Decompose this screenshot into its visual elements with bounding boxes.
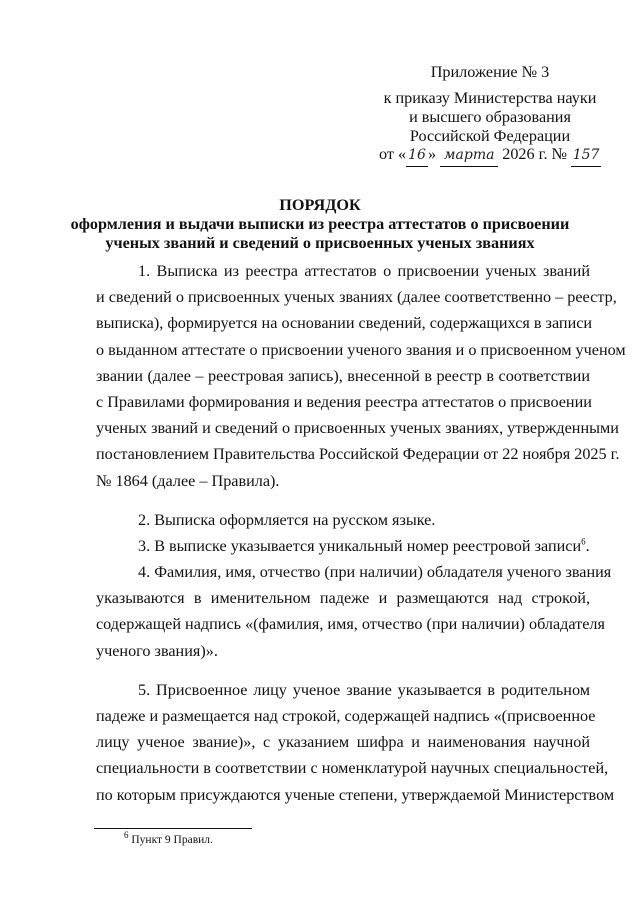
paragraph-line: ученых званий и сведений о присвоенных ученых званиях, утвержденными bbox=[96, 419, 619, 438]
paragraph-line: содержащей надпись «(фамилия, имя, отчество (при наличии) обладателя bbox=[96, 615, 605, 634]
handwritten-number: 157 bbox=[571, 145, 601, 167]
paragraph-line: с Правилами формирования и ведения реестра аттестатов о присвоении bbox=[96, 392, 592, 411]
paragraph-line: 5. Присвоенное лицу ученое звание указывается в родительном bbox=[138, 680, 590, 699]
paragraph-gap bbox=[96, 494, 590, 507]
document-subtitle-1: оформления и выдачи выписки из реестра аттестатов о присвоении bbox=[70, 215, 570, 233]
document-subtitle-2: ученых званий и сведений о присвоенных ученых званиях bbox=[105, 234, 535, 252]
paragraph-line: 2. Выписка оформляется на русском языке. bbox=[138, 510, 436, 529]
paragraph-4 bbox=[96, 559, 612, 664]
handwritten-day: 16 bbox=[406, 145, 428, 167]
footnote-text: Пункт 9 Правил. bbox=[131, 834, 213, 846]
date-mid: » bbox=[428, 145, 437, 163]
document-title: ПОРЯДОК bbox=[279, 196, 361, 214]
order-reference-line-1: к приказу Министерства науки bbox=[383, 89, 597, 107]
date-prefix: от « bbox=[378, 145, 407, 163]
paragraph-line: и сведений о присвоенных ученых званиях (далее соответственно – реестр, bbox=[96, 288, 617, 307]
paragraph-1 bbox=[96, 258, 626, 494]
paragraph-line: по которым присуждаются ученые степени, утверждаемой Министерством bbox=[96, 785, 615, 804]
footnote-divider bbox=[94, 828, 252, 829]
paragraph-line: ученого звания)». bbox=[96, 641, 218, 660]
paragraph-line: 4. Фамилия, имя, отчество (при наличии) обладателя ученого звания bbox=[138, 563, 612, 582]
paragraph-5 bbox=[96, 677, 615, 808]
order-reference-line-3: Российской Федерации bbox=[409, 127, 571, 145]
footnote bbox=[124, 830, 213, 846]
paragraph-3 bbox=[96, 533, 590, 559]
paragraph-line: звании (далее – реестровая запись), внесенной в реестр в соответствии bbox=[96, 366, 590, 385]
document-body bbox=[96, 258, 626, 808]
order-date-line bbox=[360, 144, 620, 167]
order-reference-line-2: и высшего образования bbox=[409, 108, 571, 126]
paragraph-line: выписка), формируется на основании сведений, содержащихся в записи bbox=[96, 314, 593, 333]
appendix-label: Приложение № 3 bbox=[430, 63, 550, 81]
paragraph-gap bbox=[96, 664, 590, 677]
paragraph-line: специальности в соответствии с номенклатурой научных специальностей, bbox=[96, 759, 609, 778]
paragraph-line: лицу ученое звание)», с указанием шифра и наименования научной bbox=[96, 733, 590, 752]
footnote-reference: 6 bbox=[581, 536, 586, 547]
paragraph-line: 3. В выписке указывается уникальный номер реестровой записи$^6$. bbox=[138, 536, 590, 555]
paragraph-2 bbox=[96, 507, 590, 533]
footnote-mark: 6 bbox=[124, 830, 129, 841]
date-year: 2026 г. № bbox=[502, 145, 568, 163]
paragraph-line: указываются в именительном падеже и размещаются над строкой, bbox=[96, 589, 590, 608]
paragraph-line: постановлением Правительства Российской Федерации от 22 ноября 2025 г. bbox=[96, 445, 620, 464]
paragraph-line: № 1864 (далее – Правила). bbox=[96, 471, 280, 490]
handwritten-month: марта bbox=[440, 145, 498, 167]
paragraph-line: о выданном аттестате о присвоении ученого звания и о присвоенном ученом bbox=[96, 340, 626, 359]
paragraph-line: 1. Выписка из реестра аттестатов о присвоении ученых званий bbox=[138, 262, 590, 280]
paragraph-line: падеже и размещается над строкой, содержащей надпись «(присвоенное bbox=[96, 707, 596, 725]
